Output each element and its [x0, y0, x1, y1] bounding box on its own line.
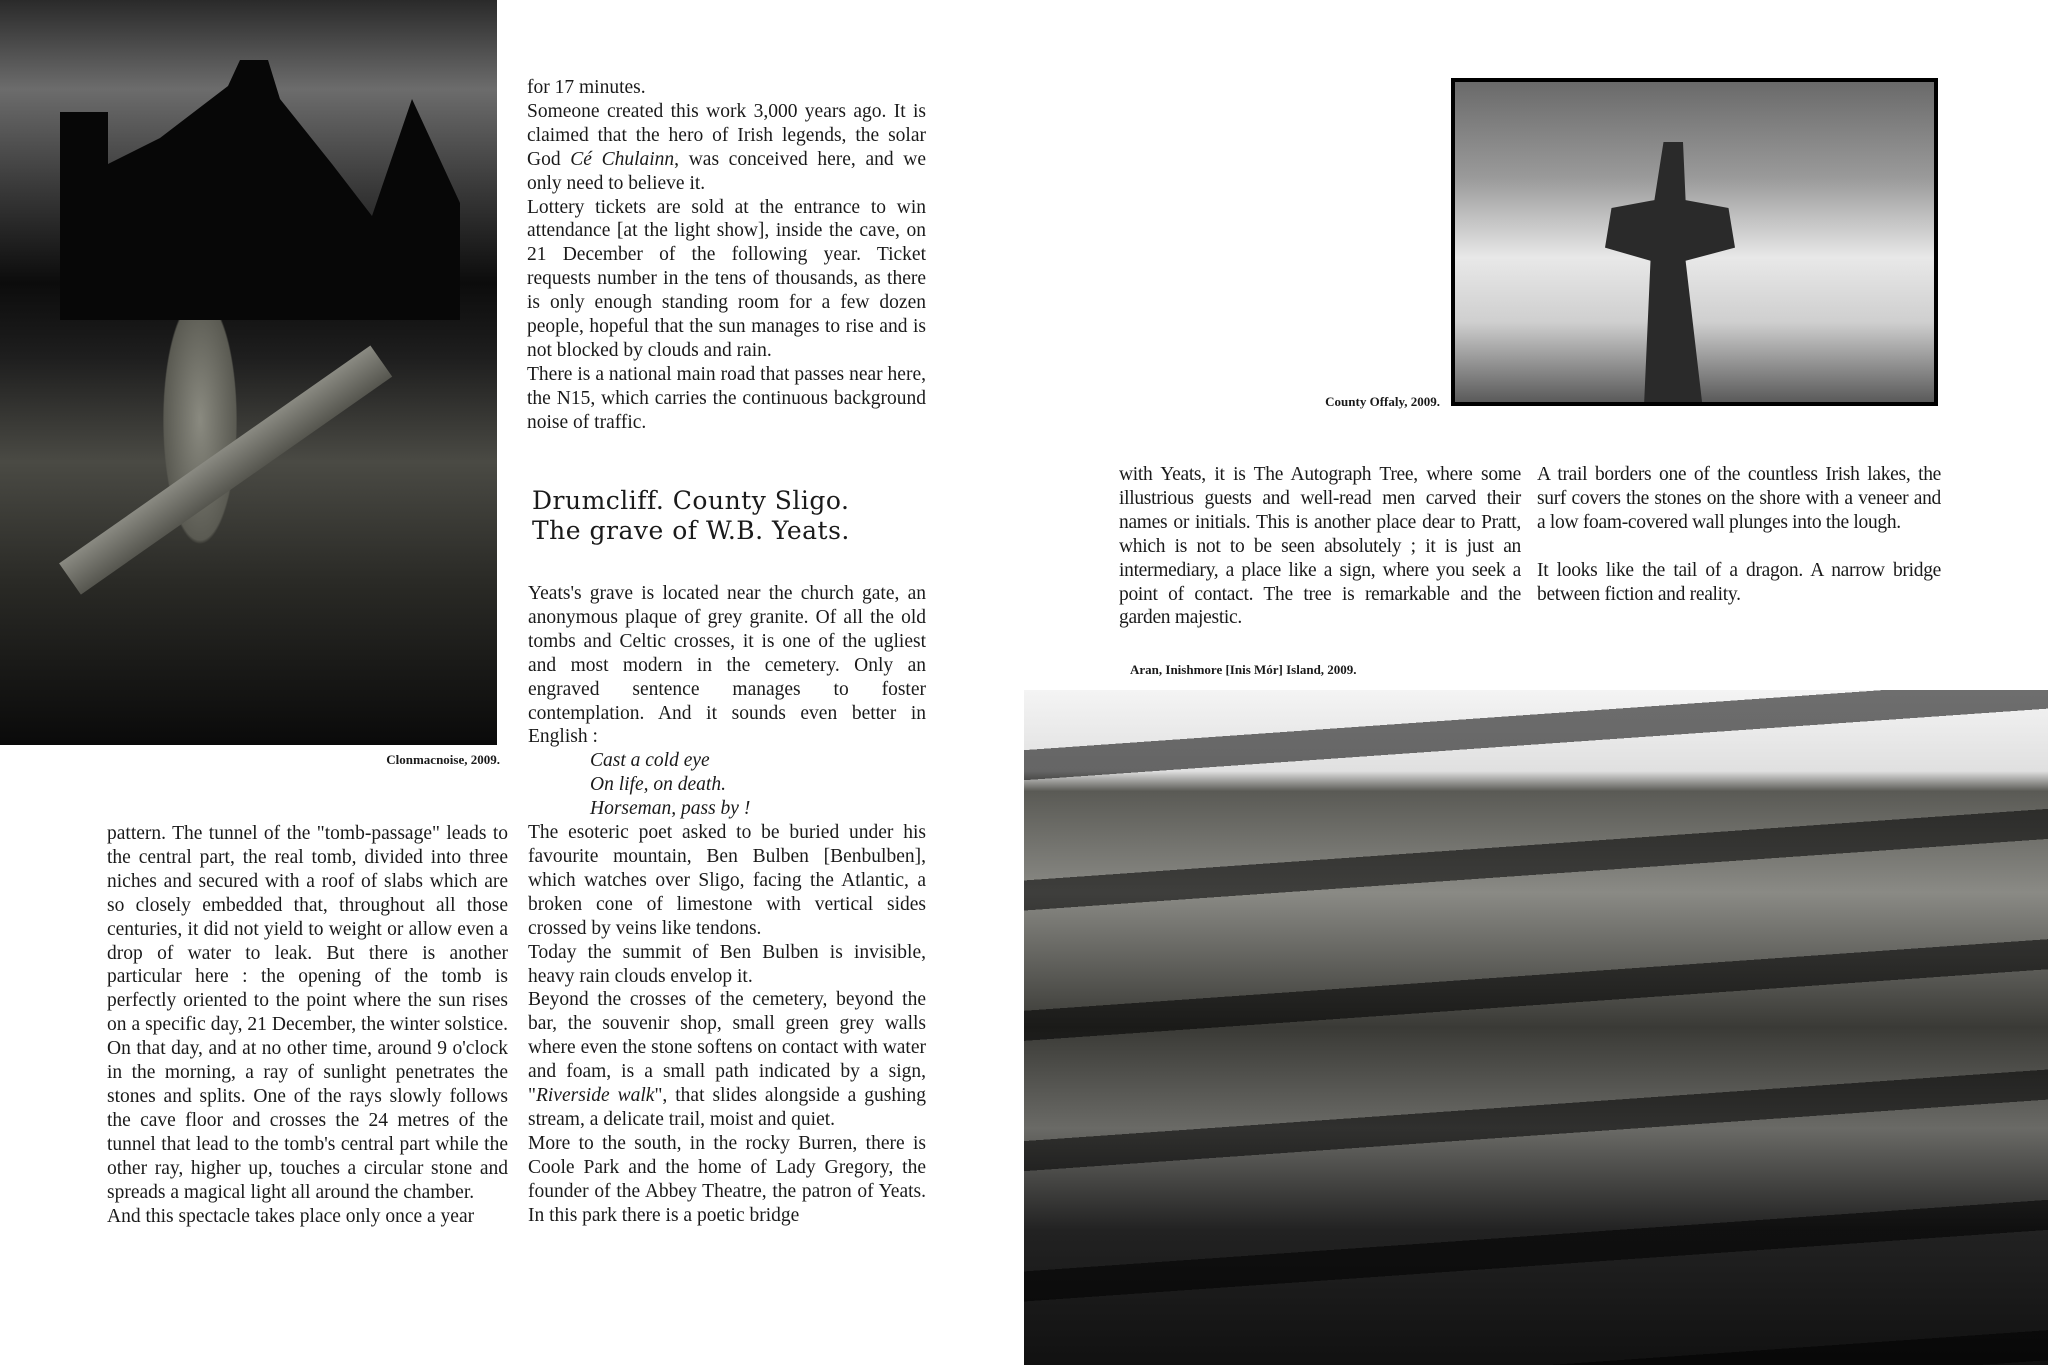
paragraph: for 17 minutes.: [527, 77, 646, 98]
paragraph: It looks like the tail of a dragon. A narrow bridge between fiction and reality.: [1537, 559, 1941, 605]
poem-line: On life, on death.: [590, 774, 726, 796]
column-bottom-right-text: [528, 582, 926, 1227]
paragraph: More to the south, in the rocky Burren, there is Coole Park and the home of Lady Gregory, the founder of the Abbey Theatre, the patron of Yeats. In this park there is a poetic bridge: [528, 1132, 926, 1226]
italic-text: Riverside walk: [535, 1085, 655, 1107]
clonmacnoise-caption: Clonmacnoise, 2009.: [386, 752, 500, 767]
paragraph: Yeats's grave is located near the church gate, an anonymous plaque of grey granite. Of all the old tombs and Celtic crosses, it is one of the ugliest and most modern in the cemetery. Only an engraved sentence manages to foster contemplation. And it sounds even better in English :: [528, 583, 926, 748]
poem-line: Horseman, pass by !: [590, 798, 751, 820]
poem-line: Cast a cold eye: [590, 750, 710, 772]
text: ", that slides alongside a gushing stream, a delicate trail, moist and quiet.: [528, 1085, 927, 1130]
paragraph: [528, 988, 926, 1131]
celtic-cross: [1605, 142, 1735, 406]
paragraph: A trail borders one of the countless Irish lakes, the surf covers the stones on the shore with a veneer and a low foam-covered wall plunges into the lough.: [1537, 464, 1941, 533]
column-top-text: [527, 76, 926, 435]
column-right-a-text: [1119, 463, 1521, 630]
offaly-caption: County Offaly, 2009.: [1325, 394, 1440, 409]
paragraph: There is a national main road that passes near here, the N15, which carries the continuous background noise of traffic.: [527, 363, 926, 433]
paragraph: with Yeats, it is The Autograph Tree, where some illustrious guests and well-read men carved their names or initials. This is another place dear to Pratt, which is not to be seen absolutely ; it is just an intermediary, a place like a sign, where you seek a point of contact. The tree is remarkable and the garden majestic.: [1119, 464, 1521, 629]
heading-line: The grave of W.B. Yeats.: [532, 516, 850, 545]
text: , was conceived here, and we only need to believe it.: [527, 148, 927, 194]
heading-line: Drumcliff. County Sligo.: [532, 486, 850, 515]
ruin-silhouette: [60, 60, 460, 320]
aran-stone-walls-photo: [1024, 690, 2048, 1365]
paragraph: Today the summit of Ben Bulben is invisible, heavy rain clouds envelop it.: [528, 941, 926, 987]
clonmacnoise-photo: [0, 0, 497, 745]
text: Someone created this work 3,000 years ago. It is claimed that the hero of Irish legends, the solar God: [527, 100, 926, 170]
paragraph: [527, 100, 926, 196]
column-right-b-text: [1537, 463, 1941, 606]
text: Beyond the crosses of the cemetery, beyond the bar, the souvenir shop, small green grey walls where even the stone softens on contact with water and foam, is a small path indicated by a sign, ": [528, 989, 926, 1107]
paragraph: Lottery tickets are sold at the entrance to win attendance [at the light show], inside the cave, on 21 December of the following year. Ticket requests number in the tens of thousands, as there is only enough standing room for a few dozen people, hopeful that the sun manages to rise and is not blocked by clouds and rain.: [527, 196, 926, 361]
fallen-gravestone: [59, 345, 392, 594]
county-offaly-photo: [1451, 78, 1938, 406]
aran-caption: Aran, Inishmore [Inis Mór] Island, 2009.: [1130, 662, 1357, 677]
italic-text: Cé Chulainn: [570, 148, 675, 170]
paragraph: And this spectacle takes place only once a year: [107, 1205, 475, 1227]
column-bottom-left-text: [107, 822, 508, 1228]
section-heading: [532, 486, 850, 546]
paragraph: The esoteric poet asked to be buried under his favourite mountain, Ben Bulben [Benbulben], which watches over Sligo, facing the Atlantic, a broken cone of limestone with vertical sides crossed by veins like tendons.: [528, 822, 926, 939]
paragraph: pattern. The tunnel of the "tomb-passage" leads to the central part, the real tomb, divided into three niches and secured with a roof of slabs which are so closely embedded that, throughout all those centuries, it did not yield to weight or allow even a drop of water to leak. But there is another particular here : the opening of the tomb is perfectly oriented to the point where the sun rises on a specific day, 21 December, the winter solstice. On that day, and at no other time, around 9 o'clock in the morning, a ray of sunlight penetrates the stones and splits. One of the rays slowly follows the cave floor and crosses the 24 metres of the tunnel that lead to the tomb's central part while the other ray, higher up, touches a circular stone and spreads a magical light all around the chamber.: [107, 823, 508, 1203]
